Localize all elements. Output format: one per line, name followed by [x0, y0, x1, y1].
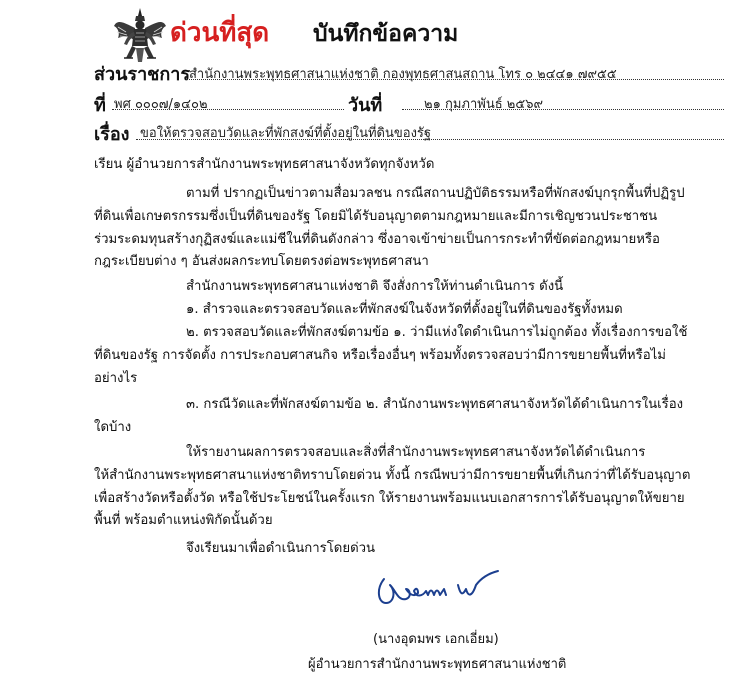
ref-value: พศ ๐๐๐๗/๑๔๐๒	[114, 97, 208, 112]
paragraph-line: ที่ดินเพื่อเกษตรกรรมซึ่งเป็นที่ดินของรัฐ โดยมิได้รับอนุญาตตามกฎหมายและมีการเชิญชวนประชาชน	[94, 209, 658, 224]
garuda-emblem-icon	[112, 6, 168, 64]
handwritten-signature	[372, 567, 504, 619]
instruction-item-2-line: อย่างไร	[94, 371, 138, 386]
paragraph-line: ร่วมระดมทุนสร้างกุฏิสงฆ์และแม่ชีในที่ดินดังกล่าว ซึ่งอาจเข้าข่ายเป็นการกระทำที่ขัดต่อกฎหมายหรือ	[94, 232, 660, 247]
instruction-item-2-line: ที่ดินของรัฐ การจัดตั้ง การประกอบศาสนกิจ หรือเรื่องอื่นๆ พร้อมทั้งตรวจสอบว่ามีการขยายพื้นที่หรือไม่	[94, 348, 666, 363]
date-label: วันที่	[348, 95, 383, 116]
paragraph-line: ตามที่ ปรากฏเป็นข่าวตามสื่อมวลชน กรณีสถานปฏิบัติธรรมหรือที่พักสงฆ์บุกรุกพื้นที่ปฏิรูป	[186, 186, 685, 201]
subject-value: ขอให้ตรวจสอบวัดและที่พักสงฆ์ที่ตั้งอยู่ในที่ดินของรัฐ	[140, 126, 432, 141]
instruction-item-1: ๑. สำรวจและตรวจสอบวัดและที่พักสงฆ์ในจังหวัดที่ตั้งอยู่ในที่ดินของรัฐทั้งหมด	[186, 302, 623, 317]
instruction-item-3-line: ใดบ้าง	[94, 420, 132, 435]
instruction-item-3-line: ๓. กรณีวัดและที่พักสงฆ์ตามข้อ ๒. สำนักงานพระพุทธศาสนาจังหวัดได้ดำเนินการในเรื่อง	[186, 397, 684, 412]
urgent-label: ด่วนที่สุด	[170, 18, 270, 48]
memo-title: บันทึกข้อความ	[313, 21, 459, 47]
report-paragraph-line: ให้สำนักงานพระพุทธศาสนาแห่งชาติทราบโดยด่วน ทั้งนี้ กรณีพบว่ามีการขยายพื้นที่เกินกว่าที่ได้รับอนุญาต	[94, 468, 691, 483]
closing-line: จึงเรียนมาเพื่อดำเนินการโดยด่วน	[186, 541, 376, 556]
subject-label: เรื่อง	[94, 124, 130, 145]
instruction-intro: สำนักงานพระพุทธศาสนาแห่งชาติ จึงสั่งการให้ท่านดำเนินการ ดังนี้	[186, 279, 564, 294]
report-paragraph-line: ให้รายงานผลการตรวจสอบและสิ่งที่สำนักงานพระพุทธศาสนาจังหวัดได้ดำเนินการ	[186, 445, 646, 460]
paragraph-line: กฎระเบียบต่าง ๆ อันส่งผลกระทบโดยตรงต่อพระพุทธศาสนา	[94, 254, 429, 269]
salutation: เรียน ผู้อำนวยการสำนักงานพระพุทธศาสนาจังหวัดทุกจังหวัด	[94, 157, 435, 172]
department-value: สำนักงานพระพุทธศาสนาแห่งชาติ กองพุทธศาสนสถาน โทร ๐ ๒๔๔๑ ๗๙๕๕	[189, 67, 617, 82]
report-paragraph-line: เพื่อสร้างวัดหรือตั้งวัด หรือใช้ประโยชน์ในครั้งแรก ให้รายงานพร้อมแนบเอกสารการได้รับอนุญาตให้ขยาย	[94, 491, 685, 506]
department-label: ส่วนราชการ	[94, 64, 191, 85]
date-value: ๒๑ กุมภาพันธ์ ๒๕๖๙	[424, 97, 543, 112]
report-paragraph-line: พื้นที่ พร้อมตำแหน่งพิกัดนั้นด้วย	[94, 513, 273, 528]
ref-label: ที่	[94, 95, 106, 116]
signer-name: (นางอุดมพร เอกเอี่ยม)	[373, 632, 499, 647]
signer-position: ผู้อำนวยการสำนักงานพระพุทธศาสนาแห่งชาติ	[308, 657, 567, 672]
instruction-item-2-line: ๒. ตรวจสอบวัดและที่พักสงฆ์ตามข้อ ๑. ว่ามีแห่งใดดำเนินการไม่ถูกต้อง ทั้งเรื่องการขอใช้	[186, 325, 688, 340]
